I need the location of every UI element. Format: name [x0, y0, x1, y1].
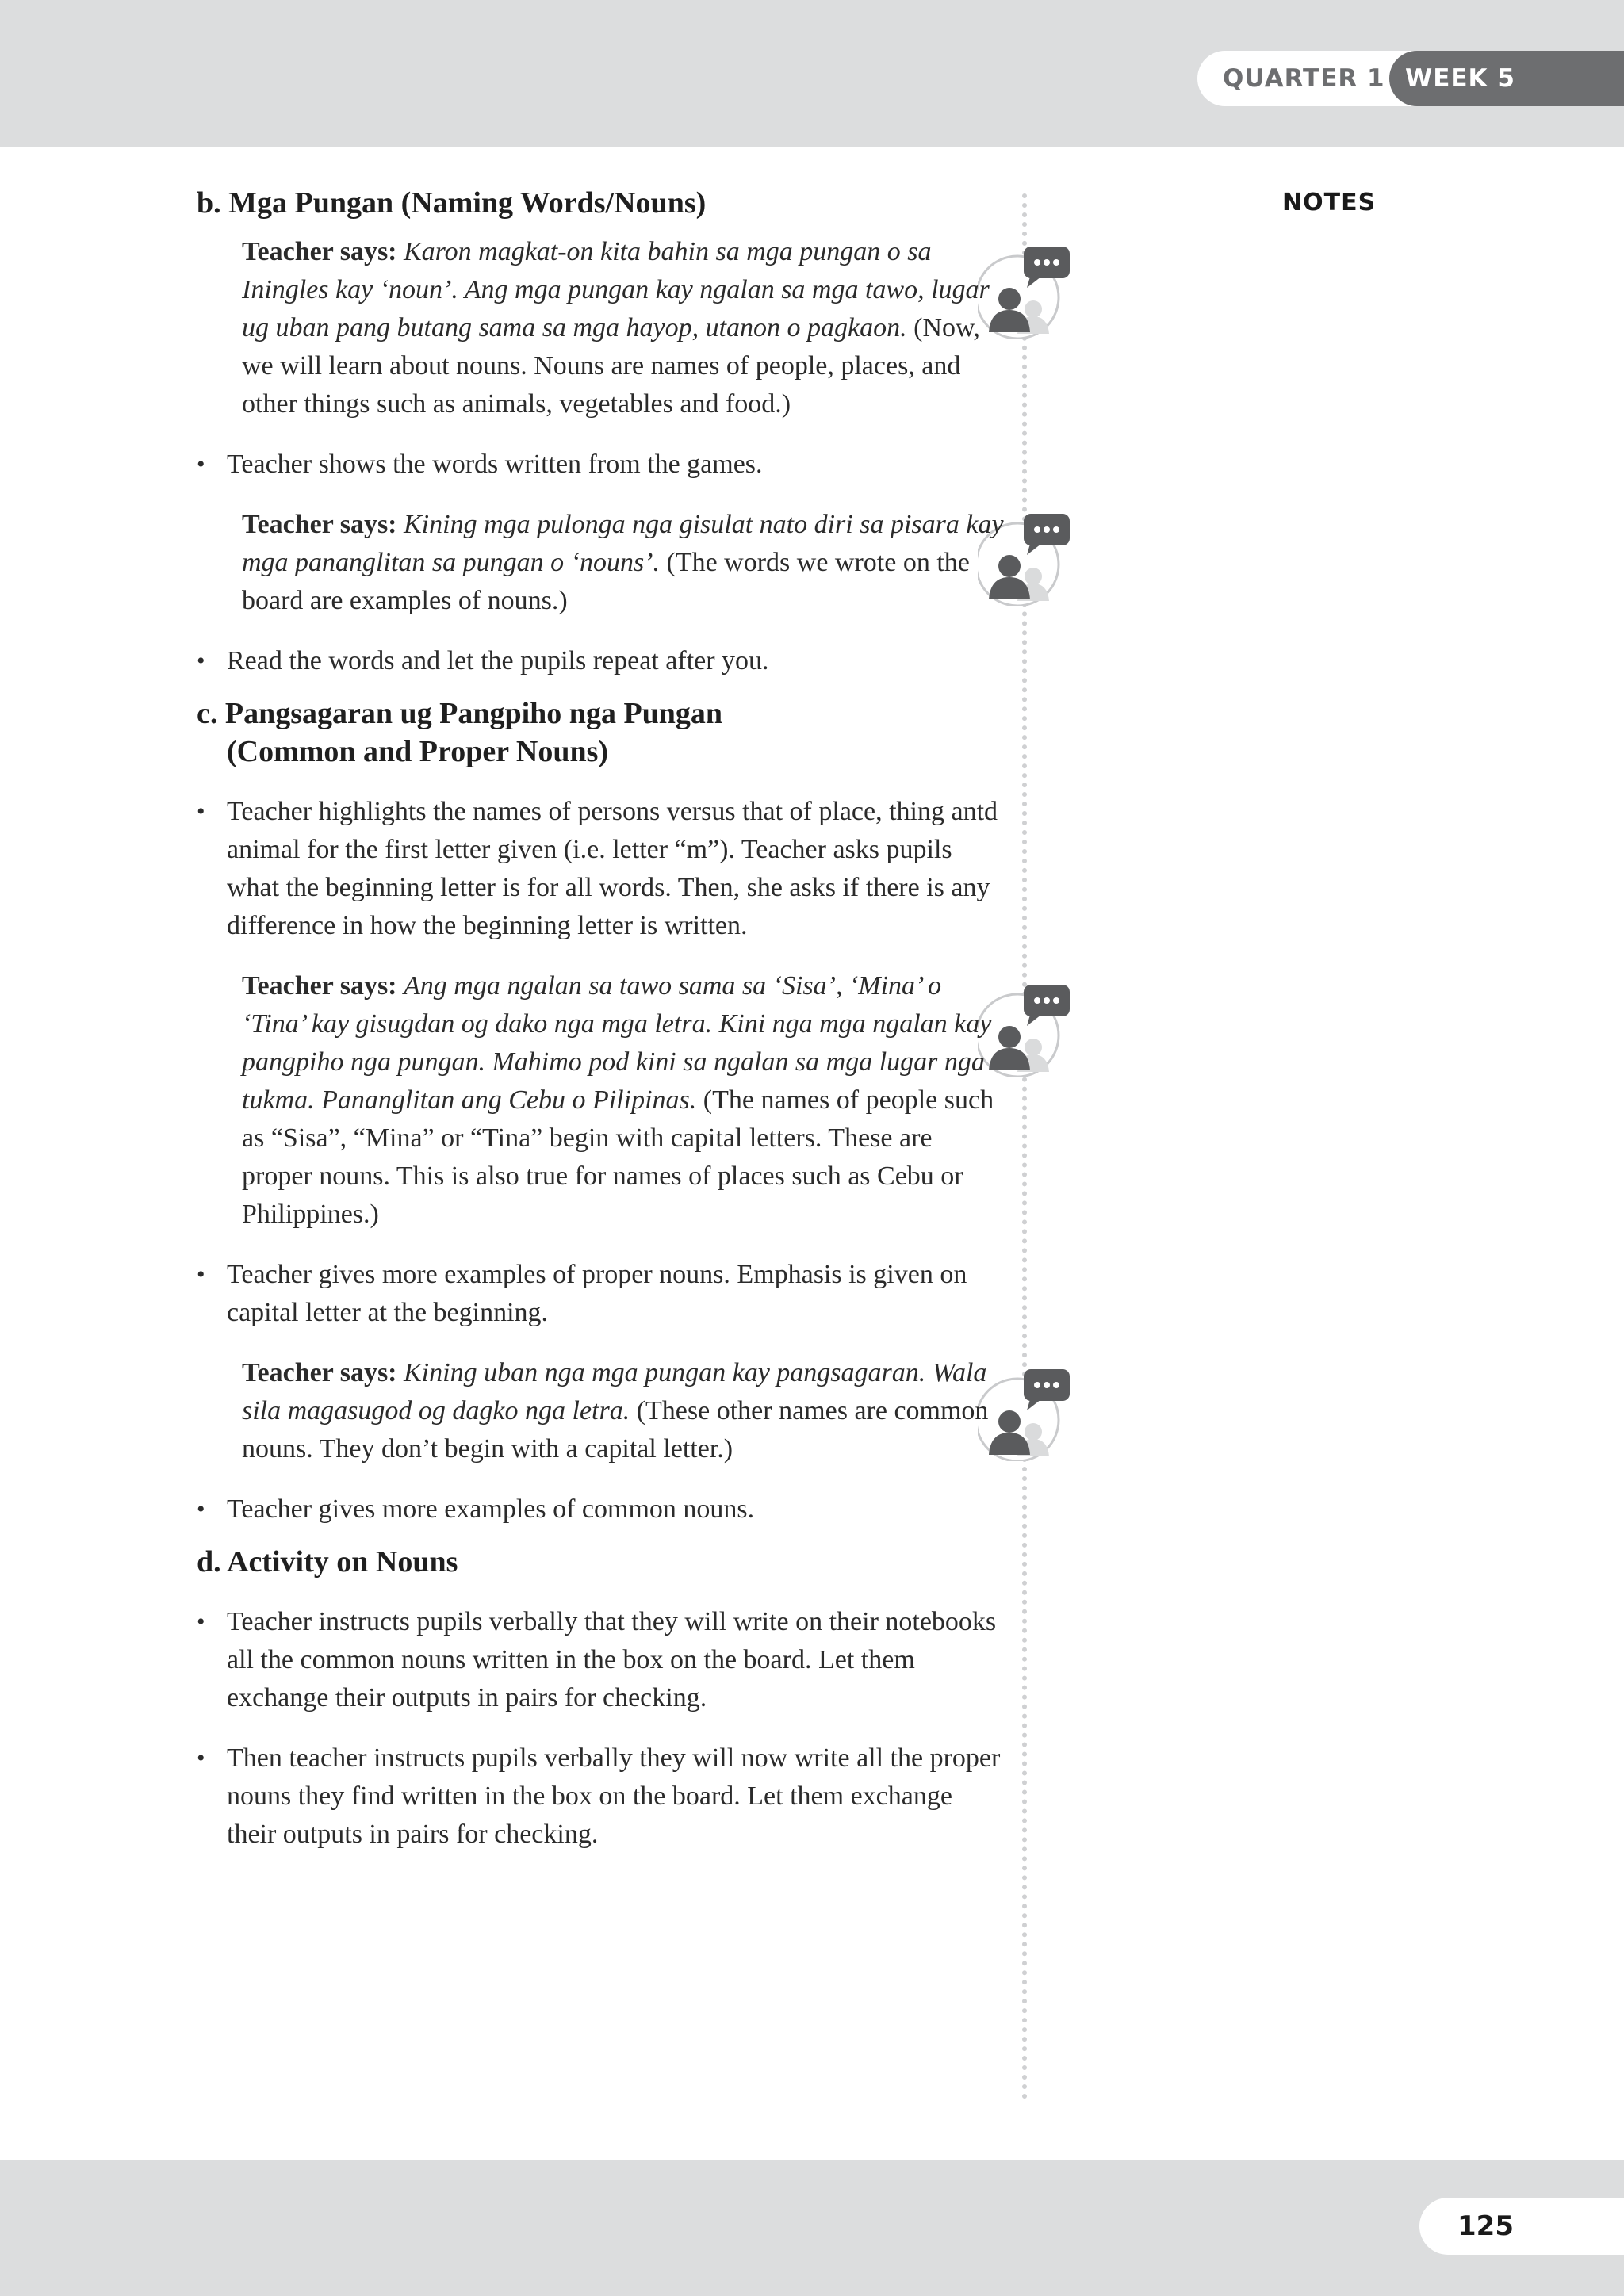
teacher-says-block [197, 506, 1005, 620]
bullet-text: Teacher highlights the names of persons versus that of place, thing antd animal for the first letter given (i.e. letter “m”). Teacher asks pupils what the beginning letter is for all words. Then, she asks if there is any difference in how the beginning letter is written. [227, 797, 998, 940]
bullet-item: • Teacher instructs pupils verbally that they will write on their notebooks all the common nouns written in the box on the board. Let them exchange their outputs in pairs for checking. [197, 1607, 997, 1712]
heading-line: (Common and Proper Nouns) [227, 735, 609, 768]
teacher-says-english: (The names of people such as “Sisa”, “Mina” or “Tina” begin with capital letters. These are proper nouns. This is also true for names of places such as Cebu or Philippines.) [242, 1085, 994, 1229]
teacher-says-cebuano: Kining mga pulonga nga gisulat nato diri sa pisara kay mga pananglitan sa pungan o ‘nouns’. [242, 510, 1004, 577]
week-label: WEEK 5 [1405, 64, 1515, 93]
teacher-says-cebuano: Ang mga ngalan sa tawo sama sa ‘Sisa’, ‘Mina’ o ‘Tina’ kay gisugdan og dako nga mga letra. Kini nga mga ngalan kay pangpiho nga pungan. Mahimo pod kini sa ngalan sa mga lugar nga tukma. Pananglitan ang Cebu o Pilipinas. [242, 971, 992, 1115]
teacher-says-block [197, 967, 1005, 1234]
teacher-says-english: (Now, we will learn about nouns. Nouns are names of people, places, and other things such as animals, vegetables and food.) [242, 313, 980, 419]
bullet-item: • Teacher shows the words written from the games. [197, 450, 763, 479]
quarter-label: QUARTER 1 [1223, 64, 1385, 93]
teacher-says-label: Teacher says: [242, 510, 397, 539]
teacher-says-block [197, 233, 1005, 423]
bullet-text: Teacher instructs pupils verbally that they will write on their notebooks all the common nouns written in the box on the board. Let them exchange their outputs in pairs for checking. [227, 1607, 997, 1712]
lesson-content [197, 184, 1005, 1854]
teacher-says-label: Teacher says: [242, 971, 397, 1001]
teacher-says-label: Teacher says: [242, 1358, 397, 1387]
bullet-item: • Teacher gives more examples of common nouns. [197, 1494, 755, 1524]
bullet-item: • Teacher highlights the names of persons versus that of place, thing antd animal for the first letter given (i.e. letter “m”). Teacher asks pupils what the beginning letter is for all words. Then, she asks if there is any difference in how the beginning letter is written. [197, 797, 998, 940]
page-number-tab [1419, 2198, 1624, 2255]
dotted-divider [1022, 193, 1027, 2100]
teacher-says-cebuano: Karon magkat-on kita bahin sa mga pungan o sa Iningles kay ‘noun’. Ang mga pungan kay ngalan sa mga tawo, lugar ug uban pang butang sama sa mga hayop, utanon o pagkaon. [242, 237, 990, 342]
section-heading: d. Activity on Nouns [197, 1545, 458, 1578]
notes-label: NOTES [1282, 189, 1377, 216]
teacher-says-english: (These other names are common nouns. They don’t begin with a capital letter.) [242, 1396, 989, 1464]
teacher-says-block [197, 1354, 1005, 1468]
heading-line: c. Pangsagaran ug Pangpiho nga Pungan [197, 697, 723, 730]
bullet-text: Teacher gives more examples of proper nouns. Emphasis is given on capital letter at the beginning. [227, 1260, 967, 1327]
teacher-says-label: Teacher says: [242, 237, 397, 266]
bullet-text: Read the words and let the pupils repeat after you. [227, 646, 769, 675]
footer-band [0, 2160, 1624, 2296]
teacher-says-cebuano: Kining uban nga mga pungan kay pangsagaran. Wala sila magasugod og dagko nga letra. [242, 1358, 987, 1425]
teacher-says-english: (The words we wrote on the board are examples of nouns.) [242, 548, 970, 615]
bullet-item: • Read the words and let the pupils repeat after you. [197, 646, 769, 675]
bullet-text: Then teacher instructs pupils verbally they will now write all the proper nouns they find written in the box on the board. Let them exchange their outputs in pairs for checking. [227, 1743, 1001, 1849]
bullet-item: • Then teacher instructs pupils verbally they will now write all the proper nouns they find written in the box on the board. Let them exchange their outputs in pairs for checking. [197, 1743, 1001, 1849]
bullet-text: Teacher shows the words written from the games. [227, 450, 763, 479]
section-heading [197, 695, 1005, 771]
bullet-text: Teacher gives more examples of common nouns. [227, 1494, 755, 1524]
bullet-item: • Teacher gives more examples of proper nouns. Emphasis is given on capital letter at the beginning. [197, 1260, 967, 1327]
page-number: 125 [1457, 2210, 1514, 2242]
section-heading: b. Mga Pungan (Naming Words/Nouns) [197, 186, 707, 220]
